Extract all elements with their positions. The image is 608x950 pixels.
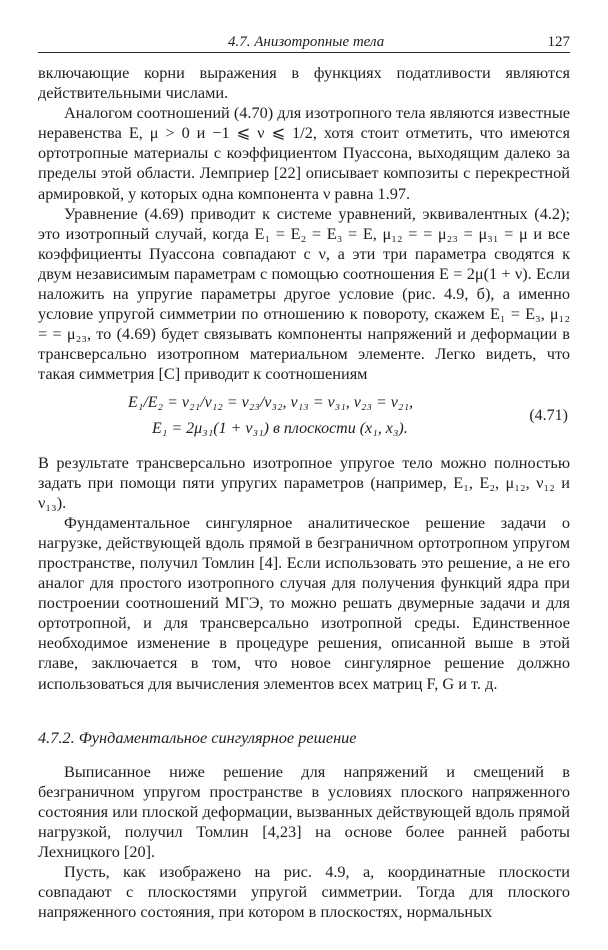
paragraph: Аналогом соотношений (4.70) для изотропного тела являются известные неравенства E, μ > 0 и −1 ⩽ ν ⩽ 1/2, хотя стоит отметить, что имеются ортотропные материалы с коэффициентом Пуассона, выходящим далеко за пределы этой области. Лемприер [22] описывает композиты с перекрестной армировкой, у которых одна компонента ν равна 1.97.: [38, 103, 570, 203]
equation-number: (4.71): [529, 406, 568, 424]
paragraph: Уравнение (4.69) приводит к системе уравнений, эквивалентных (4.2); это изотропный случай, когда E₁ = E₂ = E₃ = E, μ₁₂ = = μ₂₃ = μ₃₁ = μ и все коэффициенты Пуассона совпадают с ν, а эти три параметра сводятся к двум независимым параметрам с помощью соотношения E = 2μ(1 + ν). Если наложить на упругие параметры другое условие (рис. 4.9, б), а именно условие упругой симметрии по отношению к повороту, скажем E₁ = E₃, μ₁₂ = = μ₂₃, то (4.69) будет связывать компоненты напряжений и деформации в трансверсально изотропном материальном элементе. Легко видеть, что такая симметрия [C] приводит к соотношениям: [38, 203, 570, 384]
equation-line-1: E₁/E₂ = ν₂₁/ν₁₂ = ν₂₃/ν₃₂, ν₁₃ = ν₃₁, ν₂₃ = ν₂₁,: [128, 393, 414, 411]
body-text: [38, 63, 570, 922]
paragraph: включающие корни выражения в функциях податливости являются действительными числами.: [38, 63, 570, 103]
paragraph: Выписанное ниже решение для напряжений и смещений в безграничном упругом пространстве в условиях плоского напряженного состояния или плоской деформации, вызванных действующей вдоль прямой нагрузкой, получил Томлин [4,23] на основе более ранней работы Лехницкого [20].: [38, 761, 570, 862]
page-number: 127: [547, 34, 570, 50]
equation-line-2: E₁ = 2μ₃₁(1 + ν₃₁) в плоскости (x₁, x₃).: [152, 419, 408, 437]
paragraph: Пусть, как изображено на рис. 4.9, а, координатные плоскости совпадают с плоскостями упругой симметрии. Тогда для плоского напряженного состояния, при котором в плоскостях, нормальных: [38, 862, 570, 922]
book-page: [38, 30, 570, 922]
section-heading: 4.7.2. Фундаментальное сингулярное решение: [38, 727, 357, 747]
running-title: 4.7. Анизотропные тела: [228, 34, 385, 50]
equation-4-71: [38, 391, 570, 445]
page-header: [38, 30, 570, 53]
paragraph: Фундаментальное сингулярное аналитическое решение задачи о нагрузке, действующей вдоль прямой в безграничном ортотропном упругом пространстве, получил Томлин [4]. Если использовать это решение, а не его аналог для простого изотропного случая для получения функций ядра при построении соотношений МГЭ, то можно решать двумерные задачи и для ортотропной, и для трансверсально изотропной среды. Единственное необходимое изменение в процедуре решения, описанной выше в этой главе, заключается в том, что новое сингулярное решение должно использоваться для вычисления элементов всех матриц F, G и т. д.: [38, 512, 570, 693]
paragraph: В результате трансверсально изотропное упругое тело можно полностью задать при помощи пяти упругих параметров (например, E₁, E₂, μ₁₂, ν₁₂ и ν₁₃).: [38, 452, 570, 512]
